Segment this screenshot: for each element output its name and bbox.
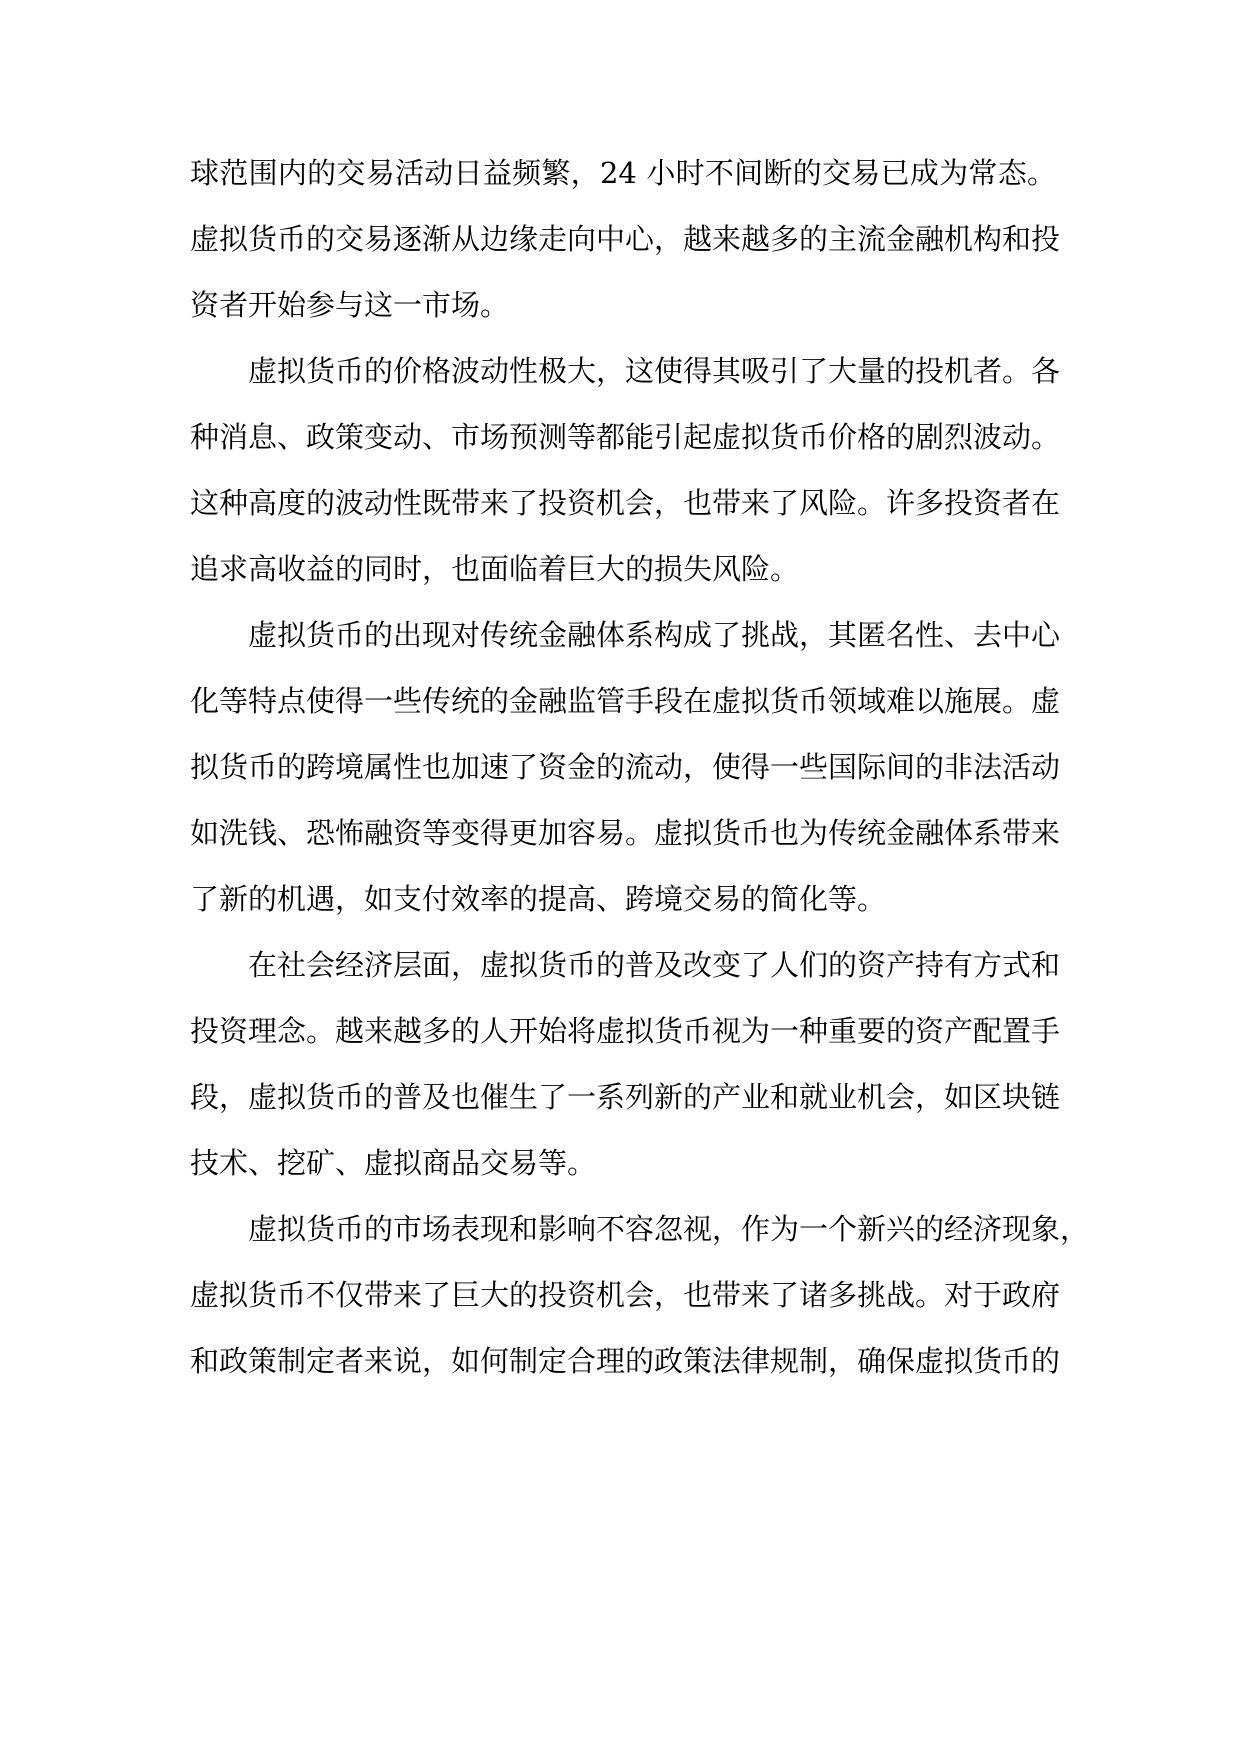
text-line: 段，虚拟货币的普及也催生了一系列新的产业和就业机会，如区块链 bbox=[190, 1080, 1061, 1114]
text-line: 技术、挖矿、虚拟商品交易等。 bbox=[190, 1146, 597, 1180]
text-line: 这种高度的波动性既带来了投资机会，也带来了风险。许多投资者在 bbox=[190, 486, 1061, 520]
text-line: 虚拟货币的市场表现和影响不容忽视，作为一个新兴的经济现象， bbox=[248, 1212, 1090, 1246]
paragraph bbox=[190, 1202, 1090, 1400]
text-line: 追求高收益的同时，也面临着巨大的损失风险。 bbox=[190, 552, 800, 586]
text-line: 拟货币的跨境属性也加速了资金的流动，使得一些国际间的非法活动 bbox=[190, 750, 1061, 784]
text-line: 如洗钱、恐怖融资等变得更加容易。虚拟货币也为传统金融体系带来 bbox=[190, 816, 1061, 850]
text-line: 球范围内的交易活动日益频繁，24 小时不间断的交易已成为常态。 bbox=[190, 156, 1056, 190]
text-line: 虚拟货币不仅带来了巨大的投资机会，也带来了诸多挑战。对于政府 bbox=[190, 1278, 1061, 1312]
text-line: 虚拟货币的价格波动性极大，这使得其吸引了大量的投机者。各 bbox=[248, 354, 1061, 388]
paragraph bbox=[190, 608, 1061, 938]
paragraph bbox=[190, 146, 1061, 344]
text-line: 虚拟货币的交易逐渐从边缘走向中心，越来越多的主流金融机构和投 bbox=[190, 222, 1061, 256]
paragraph bbox=[190, 344, 1061, 608]
text-line: 资者开始参与这一市场。 bbox=[190, 288, 510, 322]
text-line: 种消息、政策变动、市场预测等都能引起虚拟货币价格的剧烈波动。 bbox=[190, 420, 1061, 454]
text-line: 化等特点使得一些传统的金融监管手段在虚拟货币领域难以施展。虚 bbox=[190, 684, 1061, 718]
text-line: 在社会经济层面，虚拟货币的普及改变了人们的资产持有方式和 bbox=[248, 948, 1061, 982]
text-line: 和政策制定者来说，如何制定合理的政策法律规制，确保虚拟货币的 bbox=[190, 1344, 1061, 1378]
paragraph bbox=[190, 938, 1061, 1202]
text-line: 了新的机遇，如支付效率的提高、跨境交易的简化等。 bbox=[190, 882, 887, 916]
body-text bbox=[190, 146, 1090, 1400]
text-line: 投资理念。越来越多的人开始将虚拟货币视为一种重要的资产配置手 bbox=[190, 1014, 1061, 1048]
text-line: 虚拟货币的出现对传统金融体系构成了挑战，其匿名性、去中心 bbox=[248, 618, 1061, 652]
